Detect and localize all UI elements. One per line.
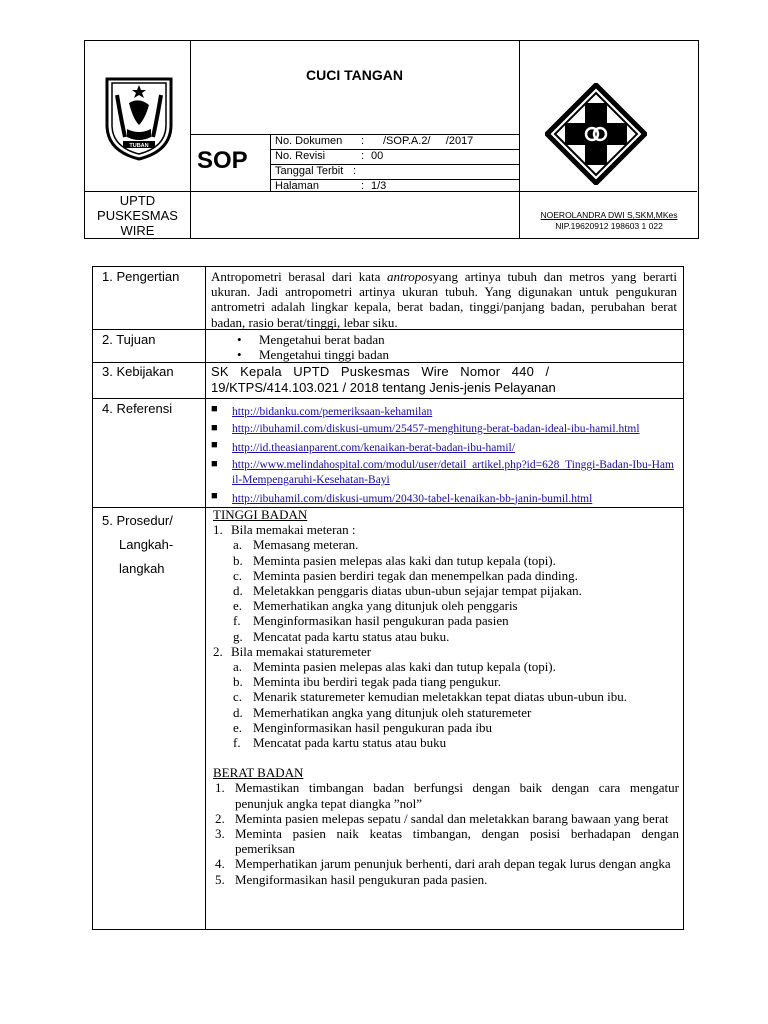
header-divider-sop	[270, 134, 271, 191]
list-item	[237, 347, 677, 362]
bullet-icon: ■	[211, 438, 218, 451]
kebijakan-line-1: SK Kepala UPTD Puskesmas Wire Nomor 440 /	[211, 364, 550, 379]
staturemeter-title	[213, 644, 679, 659]
step-item	[215, 811, 679, 826]
step-item	[233, 537, 679, 552]
list-number: 2.	[213, 643, 223, 659]
list-title: Bila memakai staturemeter	[231, 643, 372, 659]
step-key: g.	[233, 628, 243, 644]
pengertian-text-post: yang artinya tubuh dan metros yang berarti ukuran. Jadi antropometri artinya ukuran tubuh. Yang digunakan untuk pengukuran antrometri adalah lingkar kepala, berat badan, tinggi/panjang badan, perubahan berat badan, rasio berat/tinggi, lebar siku.	[211, 269, 677, 330]
step-key: 2.	[215, 810, 225, 826]
meta-separator: :	[361, 135, 365, 147]
signer-name: NOEROLANDRA DWI S,SKM,MKes	[540, 210, 678, 220]
step-item	[233, 689, 679, 704]
reference-item	[211, 489, 677, 507]
prosedur-content	[213, 507, 679, 887]
step-key: 5.	[215, 871, 225, 887]
reference-item	[211, 421, 677, 437]
row-divider-3	[93, 398, 683, 399]
step-key: f.	[233, 735, 241, 751]
reference-item	[211, 402, 677, 420]
step-text: Meminta pasien melepas alas kaki dan tutup kepala (topi).	[253, 552, 556, 568]
berat-badan-heading: BERAT BADAN	[213, 765, 304, 781]
step-key: 4.	[215, 856, 225, 872]
step-key: a.	[233, 537, 243, 553]
org-line-3: WIRE	[120, 223, 155, 238]
step-item	[215, 856, 679, 871]
meta-row-page	[275, 180, 515, 192]
bullet-icon: •	[237, 347, 242, 363]
step-key: 3.	[215, 826, 225, 842]
step-item	[215, 872, 679, 887]
step-item	[215, 826, 679, 856]
referensi-list	[211, 402, 677, 507]
step-key: b.	[233, 552, 243, 568]
step-text: Menginformasikan hasil pengukuran pada ibu	[253, 719, 492, 735]
reference-link[interactable]: http://ibuhamil.com/diskusi-umum/25457-menghitung-berat-badan-ideal-ibu-hamil.html	[232, 423, 640, 435]
reference-link[interactable]: http://www.melindahospital.com/modul/user/detail_artikel.php?id=628_Tinggi-Badan-Ibu-Hamil-Mempengaruhi-Kesehatan-Bayi	[232, 458, 674, 486]
label-column-divider	[205, 267, 206, 929]
section-label-kebijakan: 3. Kebijakan	[102, 364, 174, 379]
puskesmas-logo	[545, 83, 647, 185]
berat-badan-steps	[213, 780, 679, 886]
step-item	[233, 659, 679, 674]
step-key: f.	[233, 613, 241, 629]
step-key: d.	[233, 704, 243, 720]
step-key: 1.	[215, 780, 225, 796]
org-line-1: UPTD	[119, 193, 156, 208]
reference-link[interactable]: http://bidanku.com/pemeriksaan-kehamilan	[232, 406, 433, 418]
step-text: Meletakkan penggaris diatas ubun-ubun sejajar tempat pijakan.	[253, 583, 582, 599]
org-line-2: PUSKESMAS	[97, 208, 178, 223]
prosedur-label-line-3: langkah	[119, 561, 165, 576]
list-item	[237, 332, 677, 347]
meta-value: 1/3	[371, 180, 387, 192]
step-key: c.	[233, 567, 243, 583]
meta-row-document-number	[275, 135, 515, 149]
tinggi-badan-heading: TINGGI BADAN	[213, 507, 308, 522]
list-item-text: Mengetahui tinggi badan	[259, 347, 389, 363]
step-text: Meminta ibu berdiri tegak pada tiang pengukur.	[253, 674, 502, 690]
document-title: CUCI TANGAN	[306, 67, 403, 83]
bullet-icon: ■	[211, 422, 218, 434]
bullet-icon: •	[237, 332, 242, 347]
staturemeter-steps	[213, 659, 679, 750]
reference-item	[211, 457, 677, 488]
kebijakan-line-2: 19/KTPS/414.103.021 / 2018 tentang Jenis-jenis Pelayanan	[211, 380, 556, 395]
section-label-prosedur	[102, 509, 173, 581]
step-text: Memerhatikan angka yang ditunjuk oleh staturemeter	[253, 704, 532, 720]
step-text: Memerhatikan angka yang ditunjuk oleh penggaris	[253, 598, 518, 614]
list-item-text: Mengetahui berat badan	[259, 332, 385, 347]
pengertian-text-italic: antropos	[387, 269, 433, 284]
step-item	[233, 598, 679, 613]
section-label-pengertian: 1. Pengertian	[102, 269, 180, 284]
step-text: Meminta pasien melepas sepatu / sandal dan meletakkan barang bawaan yang berat	[235, 810, 669, 826]
step-key: b.	[233, 674, 243, 690]
meta-row-issue-date	[275, 165, 515, 179]
step-key: d.	[233, 583, 243, 599]
meta-label: No. Dokumen	[275, 135, 343, 147]
pengertian-text-pre: Antropometri berasal dari kata	[211, 269, 388, 284]
step-text: Menginformasikan hasil pengukuran pada pasien	[253, 613, 509, 629]
step-key: a.	[233, 659, 243, 675]
kebijakan-text	[211, 364, 681, 396]
meta-value: 00	[371, 150, 384, 162]
reference-link[interactable]: http://id.theasianparent.com/kenaikan-berat-badan-ibu-hamil/	[232, 441, 515, 454]
step-key: e.	[233, 598, 243, 614]
step-item	[233, 705, 679, 720]
tujuan-list	[237, 332, 677, 362]
step-key: e.	[233, 719, 243, 735]
reference-link[interactable]: http://ibuhamil.com/diskusi-umum/20430-tabel-kenaikan-bb-janin-bumil.html	[232, 492, 593, 505]
crest-caption: TUBAN	[129, 143, 149, 149]
step-text: Menarik staturemeter kemudian meletakkan tepat diatas ubun-ubun ibu.	[253, 689, 627, 705]
meta-separator: :	[361, 150, 365, 162]
meteran-steps	[213, 537, 679, 643]
tuban-crest-logo	[99, 75, 179, 161]
sop-header-table	[84, 40, 699, 239]
step-item	[233, 629, 679, 644]
step-key: c.	[233, 689, 243, 705]
section-label-referensi: 4. Referensi	[102, 401, 173, 416]
step-text: Meminta pasien naik keatas timbangan, dengan posisi berhadapan dengan pemeriksan	[235, 826, 679, 857]
signer-nip: NIP.19620912 198603 1 022	[555, 221, 663, 231]
step-item	[215, 780, 679, 810]
prosedur-label-line-1: 5. Prosedur/	[102, 513, 173, 528]
meteran-title	[213, 522, 679, 537]
step-item	[233, 674, 679, 689]
step-item	[233, 583, 679, 598]
sop-content-table	[92, 266, 684, 930]
step-text: Mencatat pada kartu status atau buku.	[253, 628, 450, 644]
step-item	[233, 613, 679, 628]
step-item	[233, 720, 679, 735]
prosedur-label-line-2: Langkah-	[119, 537, 174, 552]
meta-label: Halaman	[275, 180, 320, 192]
step-text: Memastikan timbangan badan berfungsi dengan baik dengan cara mengatur penunjuk angka tepat diangka ”nol”	[235, 780, 679, 811]
reference-item	[211, 438, 677, 456]
step-item	[233, 568, 679, 583]
organization-name	[85, 193, 190, 238]
header-divider-right	[519, 41, 520, 238]
step-text: Mencatat pada kartu status atau buku	[253, 735, 447, 751]
step-text: Memperhatikan jarum penunjuk berhenti, dari arah depan tegak lurus dengan angka	[235, 856, 671, 872]
meta-separator: :	[353, 165, 357, 177]
meta-label: Tanggal Terbit	[275, 165, 344, 177]
step-item	[233, 553, 679, 568]
bullet-icon: ■	[211, 489, 218, 502]
step-item	[233, 735, 679, 750]
meta-label: No. Revisi	[275, 150, 326, 162]
section-label-tujuan: 2. Tujuan	[102, 332, 156, 347]
step-text: Meminta pasien melepas alas kaki dan tutup kepala (topi).	[253, 659, 556, 675]
list-title: Bila memakai meteran :	[231, 522, 356, 538]
meta-row-revision	[275, 150, 515, 164]
bullet-icon: ■	[211, 457, 218, 470]
step-text: Mengiformasikan hasil pengukuran pada pasien.	[235, 871, 488, 887]
meta-value: /SOP.A.2/ /2017	[383, 135, 474, 147]
meta-separator: :	[361, 180, 365, 192]
step-text: Meminta pasien berdiri tegak dan menempelkan pada dinding.	[253, 567, 578, 583]
step-text: Memasang meteran.	[253, 537, 359, 553]
signer-block	[521, 210, 697, 232]
list-number: 1.	[213, 522, 223, 538]
pengertian-text	[211, 269, 677, 330]
bullet-icon: ■	[211, 403, 218, 415]
sop-label: SOP	[197, 147, 248, 174]
